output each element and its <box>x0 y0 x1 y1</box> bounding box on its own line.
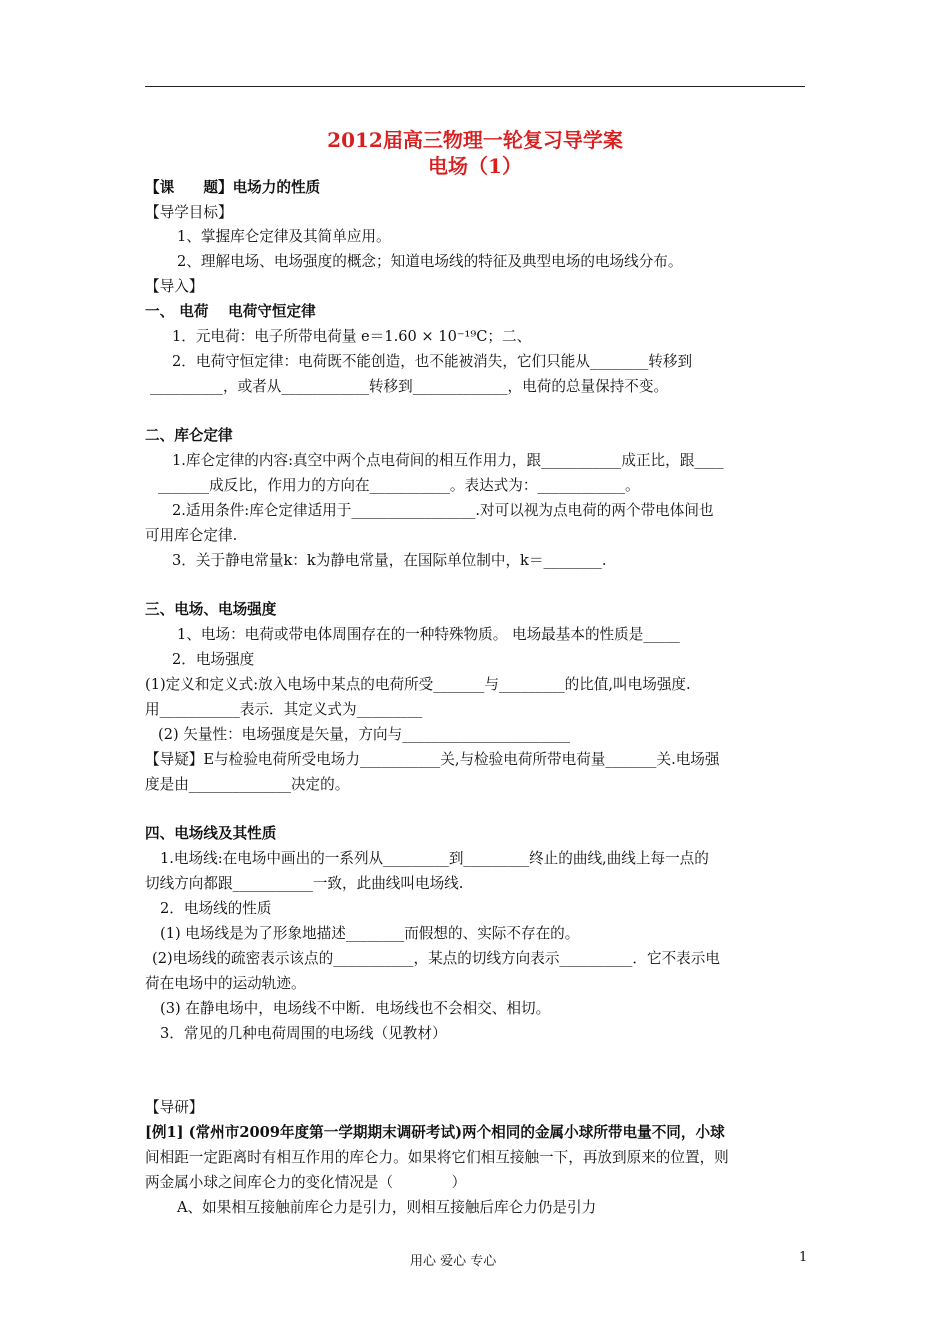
text-line: 度是由______________决定的。 <box>145 776 350 793</box>
text-line: 2．电荷守恒定律：电荷既不能创造，也不能被消失，它们只能从________转移到 <box>172 353 693 370</box>
text-line: 切线方向都跟___________一致，此曲线叫电场线. <box>145 875 464 892</box>
text-line: 3．关于静电常量k：k为静电常量，在国际单位制中，k＝________. <box>172 552 607 569</box>
text-line: A、如果相互接触前库仑力是引力，则相互接触后库仑力仍是引力 <box>177 1199 597 1216</box>
document-subtitle: 电场（1） <box>428 154 522 178</box>
text-line: 1、掌握库仑定律及其简单应用。 <box>177 228 391 245</box>
section-heading: 四、电场线及其性质 <box>145 825 277 842</box>
text-line: 【导入】 <box>145 278 204 295</box>
text-line: 1、电场：电荷或带电体周围存在的一种特殊物质。 电场最基本的性质是_____ <box>177 626 680 643</box>
section-heading: 【课 题】电场力的性质 <box>145 179 321 196</box>
document-title: 2012届高三物理一轮复习导学案 <box>327 128 623 152</box>
text-line: 3．常见的几种电荷周围的电场线（见教材） <box>160 1025 447 1042</box>
text-line: 2．电场强度 <box>172 651 255 668</box>
text-line: 可用库仑定律. <box>145 527 238 544</box>
text-line: (1) 电场线是为了形象地描述________而假想的、实际不存在的。 <box>160 925 580 942</box>
header-rule <box>145 86 805 87</box>
text-line: (3) 在静电场中，电场线不中断．电场线也不会相交、相切。 <box>160 1000 551 1017</box>
text-line: (2)电场线的疏密表示该点的___________，某点的切线方向表示__________．它不表示电 <box>152 950 720 967</box>
footer-text: 用心 爱心 专心 <box>410 1254 497 1269</box>
text-line: _______成反比，作用力的方向在___________。表达式为：____________。 <box>158 477 640 494</box>
text-line: (1)定义和定义式:放入电场中某点的电荷所受_______与_________的比值,叫电场强度. <box>145 676 691 693</box>
page-number: 1 <box>799 1250 808 1265</box>
text-line: 1．元电荷：电子所带电荷量 e＝1.60 × 10⁻¹⁹C；二、 <box>172 328 532 345</box>
section-heading: 二、库仑定律 <box>145 427 233 444</box>
text-line: 两金属小球之间库仑力的变化情况是（ ） <box>145 1174 467 1191</box>
text-line: __________，或者从____________转移到_____________，电荷的总量保持不变。 <box>150 378 669 395</box>
text-line: 用___________表示．其定义式为_________ <box>145 701 423 718</box>
section-heading: 三、电场、电场强度 <box>145 601 277 618</box>
text-line: 【导学目标】 <box>145 204 233 221</box>
text-line: 【导研】 <box>145 1099 204 1116</box>
text-line: 1.库仑定律的内容:真空中两个点电荷间的相互作用力，跟___________成正比，跟____ <box>172 452 724 469</box>
text-line: 2、理解电场、电场强度的概念；知道电场线的特征及典型电场的电场线分布。 <box>177 253 683 270</box>
text-line: 1.电场线:在电场中画出的一系列从_________到_________终止的曲线,曲线上每一点的 <box>160 850 709 867</box>
text-line: 荷在电场中的运动轨迹。 <box>145 975 306 992</box>
text-line: 间相距一定距离时有相互作用的库仑力。如果将它们相互接触一下，再放到原来的位置，则 <box>145 1149 729 1166</box>
section-heading: [例1] (常州市2009年度第一学期期末调研考试)两个相同的金属小球所带电量不同，小球 <box>145 1124 725 1141</box>
text-line: (2) 矢量性：电场强度是矢量，方向与_______________________ <box>158 726 571 743</box>
text-line: 2．电场线的性质 <box>160 900 272 917</box>
section-heading: 一、 电荷 电荷守恒定律 <box>145 303 316 320</box>
text-line: 2.适用条件:库仑定律适用于_________________.对可以视为点电荷的两个带电体间也 <box>172 502 714 519</box>
text-line: 【导疑】E与检验电荷所受电场力___________关,与检验电荷所带电荷量_______关.电场强 <box>145 751 720 768</box>
